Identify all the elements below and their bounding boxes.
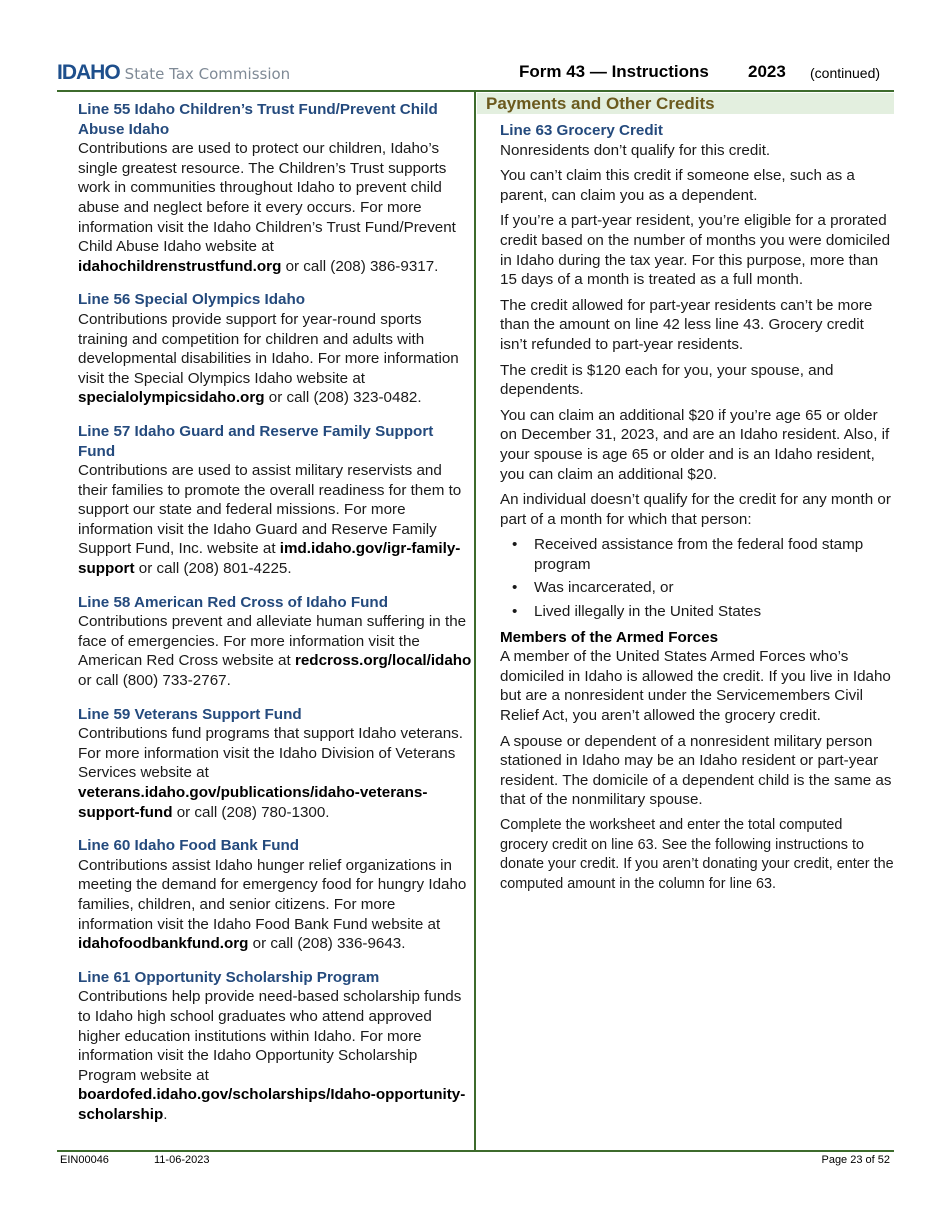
list-item: • Was incarcerated, or [512, 579, 674, 597]
continued-label: (continued) [810, 65, 881, 81]
line-58-entry [78, 593, 473, 691]
line-58-text: Contributions prevent and alleviate human suffering in the face of emergencies. For more information visit the American Red Cross website at redcross.org/local/idaho or call (800) 733-2767. [78, 613, 472, 690]
grocery-p3: If you’re a part-year resident, you’re eligible for a prorated credit based on the number of months you were domiciled in Idaho during the tax year. For this purpose, more than 15 days of a month is treated as a full month. [500, 212, 891, 289]
line-60-text: Contributions assist Idaho hunger relief organizations in meeting the demand for emergency food for hungry Idaho families, children, and senior citizens. For more information visit the Idaho Food Bank Fund website at idahofoodbankfund.org or call (208) 336-9643. [78, 856, 467, 953]
line-56-entry [78, 290, 473, 408]
idaho-tax-commission-logo [57, 61, 290, 83]
armed-forces-title: Members of the Armed Forces [500, 628, 719, 646]
line-57-link[interactable]: imd.idaho.gov/igr-family-support [78, 540, 461, 578]
grocery-p5: The credit is $120 each for you, your spouse, and dependents. [500, 361, 834, 399]
line-61-title: Line 61 Opportunity Scholarship Program [78, 968, 380, 986]
footer-rule [57, 1150, 894, 1152]
list-item: • Lived illegally in the United States [512, 603, 762, 621]
line-59-title: Line 59 Veterans Support Fund [78, 705, 302, 723]
line-61-link[interactable]: boardofed.idaho.gov/scholarships/Idaho-opportunity-scholarship [78, 1086, 466, 1123]
line-58-title: Line 58 American Red Cross of Idaho Fund [78, 593, 388, 611]
line-63-title: Line 63 Grocery Credit [500, 122, 663, 139]
worksheet-instruction: Complete the worksheet and enter the total computed grocery credit on line 63. See the following instructions to donate your credit. If you aren’t donating your credit, enter the computed amount in the column for line 63. [500, 817, 894, 892]
footer-page-number: Page 23 of 52 [821, 1154, 890, 1166]
bullet-icon: • [512, 536, 518, 554]
list-item: • Received assistance from the federal food stamp program [512, 536, 864, 573]
grocery-p7: An individual doesn’t qualify for the credit for any month or part of a month for which that person: [500, 491, 891, 528]
logo-text: State Tax Commission [124, 65, 291, 83]
armed-forces-p2: A spouse or dependent of a nonresident military person stationed in Idaho may be an Idaho resident or part-year resident. The domicile of a dependent child is the same as that of the nonmilitary spouse. [500, 732, 892, 809]
grocery-p1: Nonresidents don’t qualify for this credit. [500, 141, 771, 159]
line-56-text: Contributions provide support for year-round sports training and competition for children and adults with developmental disabilities in Idaho. For more information visit the Special Olympics Idaho website at specialolympicsidaho.org or call (208) 323-0482. [78, 310, 459, 407]
column-divider [474, 91, 476, 1151]
footer-form-code: EIN00046 [60, 1154, 109, 1166]
line-57-entry [78, 422, 473, 579]
line-60-entry [78, 836, 473, 954]
line-59-link[interactable]: veterans.idaho.gov/publications/idaho-veterans-support-fund [78, 784, 428, 821]
line-57-text: Contributions are used to assist military reservists and their families to promote the overall readiness for them to support our state and federal missions. For more information visit the Idaho Guard and Reserve Family Support Fund, Inc. website at imd.idaho.gov/igr-family-support or call (208) 801-4225. [78, 462, 462, 578]
section-band [477, 93, 894, 114]
grocery-p4: The credit allowed for part-year residents can’t be more than the amount on line 42 less line 43. Grocery credit isn’t refunded to part-year residents. [500, 296, 873, 353]
line-55-text: Contributions are used to protect our children, Idaho’s single greatest resource. The Children’s Trust supports work in communities throughout Idaho to prevent child abuse and neglect before it every occurs. For more information visit the Idaho Children’s Trust Fund/Prevent Child Abuse Idaho website at idahochildrenstrustfund.org or call (208) 386-9317. [78, 140, 456, 275]
form-year: 2023 [748, 62, 786, 81]
armed-forces-p1: A member of the United States Armed Forces who’s domiciled in Idaho is allowed the credit. If you live in Idaho but are a nonresident under the Servicemembers Civil Relief Act, you aren’t allowed the grocery credit. [500, 648, 891, 725]
bullet-icon: • [512, 603, 518, 621]
footer-date: 11-06-2023 [154, 1154, 210, 1166]
line-60-title: Line 60 Idaho Food Bank Fund [78, 837, 300, 855]
section-title: Payments and Other Credits [486, 94, 715, 113]
line-60-link[interactable]: idahofoodbankfund.org [78, 935, 249, 953]
line-55-entry [78, 100, 473, 276]
grocery-p2: You can’t claim this credit if someone else, such as a parent, can claim you as a dependent. [500, 167, 855, 204]
disqualifier-list [500, 535, 894, 621]
line-57-title: Line 57 Idaho Guard and Reserve Family Support Fund [78, 422, 434, 460]
line-56-title: Line 56 Special Olympics Idaho [78, 291, 306, 309]
line-61-text: Contributions help provide need-based scholarship funds to Idaho high school graduates who attend approved higher education institutions within Idaho. For more information visit the Idaho Opportunity Scholarship Program website at boardofed.idaho.gov/scholarships/Idaho-opportunity-scholarship. [78, 988, 466, 1123]
grocery-p6: You can claim an additional $20 if you’re age 65 or older on December 31, 2023, and are an Idaho resident. Also, if your spouse is age 65 or older and is an Idaho resident, you can claim an additional $20. [500, 406, 890, 483]
line-56-link[interactable]: specialolympicsidaho.org [78, 389, 265, 407]
line-59-entry [78, 705, 473, 823]
line-59-text: Contributions fund programs that support Idaho veterans. For more information visit the Idaho Division of Veterans Services website at veterans.idaho.gov/publications/idaho-veterans-support-fund or call (208) 780-1300. [78, 725, 463, 821]
line-55-title: Line 55 Idaho Children’s Trust Fund/Prevent Child Abuse Idaho [78, 101, 438, 138]
line-58-link[interactable]: redcross.org/local/idaho [294, 652, 472, 670]
right-column [500, 121, 894, 900]
line-61-entry [78, 968, 473, 1125]
line-55-link[interactable]: idahochildrenstrustfund.org [78, 257, 282, 275]
form-title: Form 43 — Instructions [519, 62, 709, 81]
bullet-icon: • [512, 579, 518, 597]
left-column [78, 100, 473, 1139]
logo-mark: IDAHO [57, 61, 120, 84]
